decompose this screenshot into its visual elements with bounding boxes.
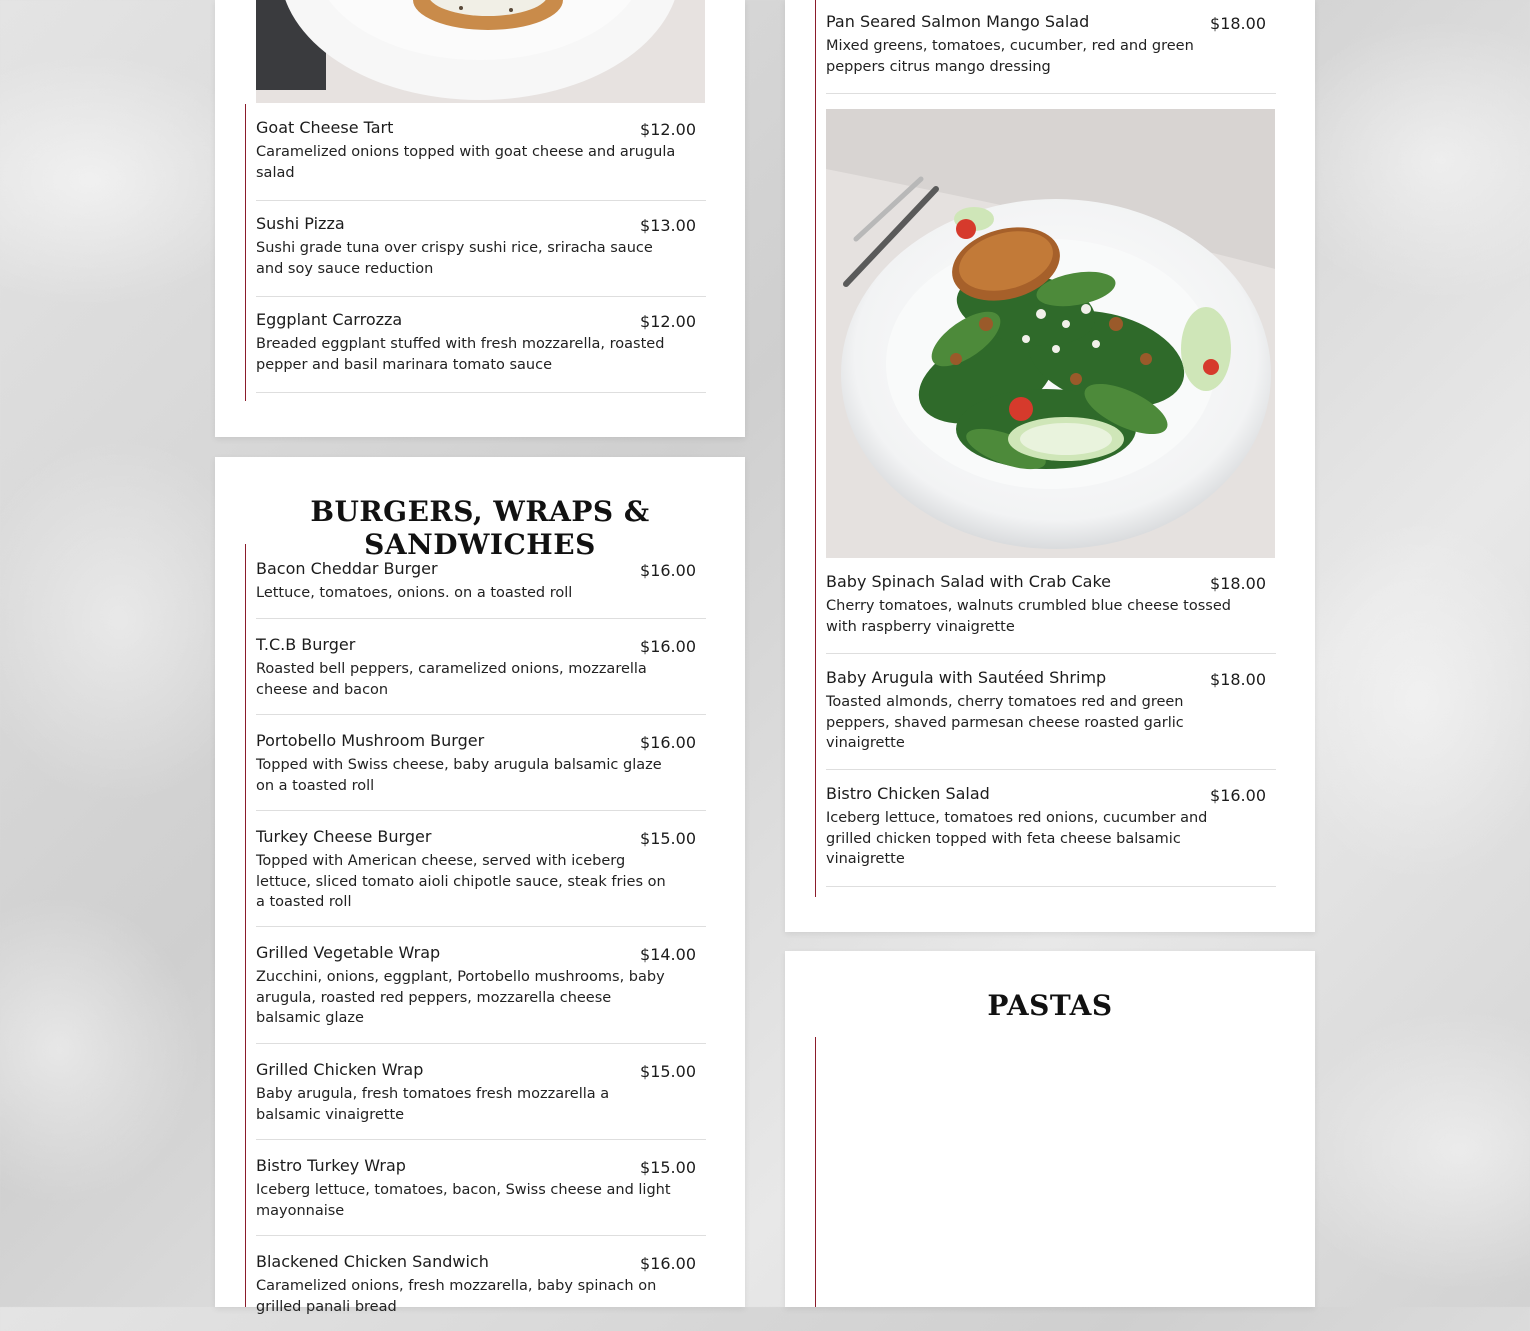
salads-list-continued <box>815 558 1276 897</box>
menu-item-price: $16.00 <box>640 561 696 580</box>
pastas-card <box>785 951 1315 1307</box>
menu-item-name: Bacon Cheddar Burger <box>256 559 438 578</box>
menu-item-name: Eggplant Carrozza <box>256 310 403 329</box>
menu-item-description: Toasted almonds, cherry tomatoes red and green peppers, shaved parmesan cheese roasted garlic vinaigrette <box>826 694 1184 751</box>
menu-item-name: Bistro Turkey Wrap <box>256 1156 406 1175</box>
menu-item-name: Grilled Vegetable Wrap <box>256 943 441 962</box>
menu-item-name: Blackened Chicken Sandwich <box>256 1252 489 1271</box>
menu-item[interactable] <box>256 943 706 1044</box>
menu-item-description: Zucchini, onions, eggplant, Portobello mushrooms, baby arugula, roasted red peppers, mozzarella cheese balsamic glaze <box>256 969 665 1026</box>
menu-item-price: $15.00 <box>640 1062 696 1081</box>
menu-item-name: Grilled Chicken Wrap <box>256 1060 424 1079</box>
menu-item[interactable] <box>256 827 706 927</box>
menu-item-price: $16.00 <box>1210 786 1266 805</box>
menu-item[interactable] <box>256 1252 706 1331</box>
menu-item-name: Turkey Cheese Burger <box>256 827 432 846</box>
menu-item-price: $16.00 <box>640 733 696 752</box>
menu-item[interactable] <box>256 118 706 201</box>
menu-item-description: Roasted bell peppers, caramelized onions, mozzarella cheese and bacon <box>256 661 647 698</box>
menu-item-price: $14.00 <box>640 945 696 964</box>
menu-item-description: Caramelized onions topped with goat cheese and arugula salad <box>256 144 676 181</box>
menu-item-description: Topped with American cheese, served with iceberg lettuce, sliced tomato aioli chipotle sauce, steak fries on a toasted roll <box>256 853 666 910</box>
menu-item[interactable] <box>826 668 1276 770</box>
menu-item-name: Portobello Mushroom Burger <box>256 731 485 750</box>
pastas-list <box>815 1037 1276 1307</box>
menu-item-description: Iceberg lettuce, tomatoes red onions, cucumber and grilled chicken topped with feta cheese balsamic vinaigrette <box>826 810 1208 867</box>
menu-item-description: Breaded eggplant stuffed with fresh mozzarella, roasted pepper and basil marinara tomato sauce <box>256 336 665 373</box>
menu-item-description: Mixed greens, tomatoes, cucumber, red and green peppers citrus mango dressing <box>826 38 1194 75</box>
menu-item[interactable] <box>256 310 706 393</box>
menu-item-description: Topped with Swiss cheese, baby arugula balsamic glaze on a toasted roll <box>256 757 662 794</box>
menu-item-price: $15.00 <box>640 1158 696 1177</box>
menu-item-price: $18.00 <box>1210 670 1266 689</box>
menu-item[interactable] <box>826 572 1276 654</box>
menu-item[interactable] <box>256 559 706 619</box>
menu-item-price: $15.00 <box>640 829 696 848</box>
menu-item-name: Goat Cheese Tart <box>256 118 394 137</box>
menu-item-description: Lettuce, tomatoes, onions. on a toasted roll <box>256 585 573 601</box>
menu-item-name: Baby Arugula with Sautéed Shrimp <box>826 668 1107 687</box>
menu-item-price: $18.00 <box>1210 574 1266 593</box>
menu-item-name: Bistro Chicken Salad <box>826 784 990 803</box>
menu-item-price: $12.00 <box>640 312 696 331</box>
menu-item[interactable] <box>256 1156 706 1236</box>
menu-item-price: $16.00 <box>640 1254 696 1273</box>
menu-item-price: $18.00 <box>1210 14 1266 33</box>
menu-item[interactable] <box>256 1060 706 1140</box>
menu-item[interactable] <box>256 214 706 297</box>
menu-item[interactable] <box>256 731 706 811</box>
menu-item-description: Baby arugula, fresh tomatoes fresh mozzarella a balsamic vinaigrette <box>256 1086 610 1123</box>
menu-item-description: Caramelized onions, fresh mozzarella, baby spinach on grilled panali bread <box>256 1278 657 1315</box>
menu-item-price: $12.00 <box>640 120 696 139</box>
menu-item[interactable] <box>826 12 1276 94</box>
menu-item-name: Baby Spinach Salad with Crab Cake <box>826 572 1112 591</box>
spinach-crab-cake-salad-photo <box>826 109 1275 558</box>
appetizers-list <box>245 104 706 401</box>
goat-cheese-tart-photo <box>256 0 705 103</box>
menu-item-price: $13.00 <box>640 216 696 235</box>
burgers-list <box>245 544 706 1315</box>
menu-item-name: Sushi Pizza <box>256 214 345 233</box>
section-title: BURGERS, WRAPS & SANDWICHES <box>310 495 650 561</box>
menu-item[interactable] <box>256 635 706 715</box>
appetizers-card <box>215 0 745 437</box>
menu-item[interactable] <box>826 784 1276 887</box>
menu-item-description: Cherry tomatoes, walnuts crumbled blue cheese tossed with raspberry vinaigrette <box>826 598 1231 635</box>
salads-card <box>785 0 1315 932</box>
menu-item-price: $16.00 <box>640 637 696 656</box>
menu-item-description: Iceberg lettuce, tomatoes, bacon, Swiss cheese and light mayonnaise <box>256 1182 671 1219</box>
menu-item-description: Sushi grade tuna over crispy sushi rice, sriracha sauce and soy sauce reduction <box>256 240 653 277</box>
menu-item-name: Pan Seared Salmon Mango Salad <box>826 12 1090 31</box>
burgers-card <box>215 457 745 1315</box>
menu-item-name: T.C.B Burger <box>256 635 356 654</box>
section-title: PASTAS <box>987 989 1113 1022</box>
